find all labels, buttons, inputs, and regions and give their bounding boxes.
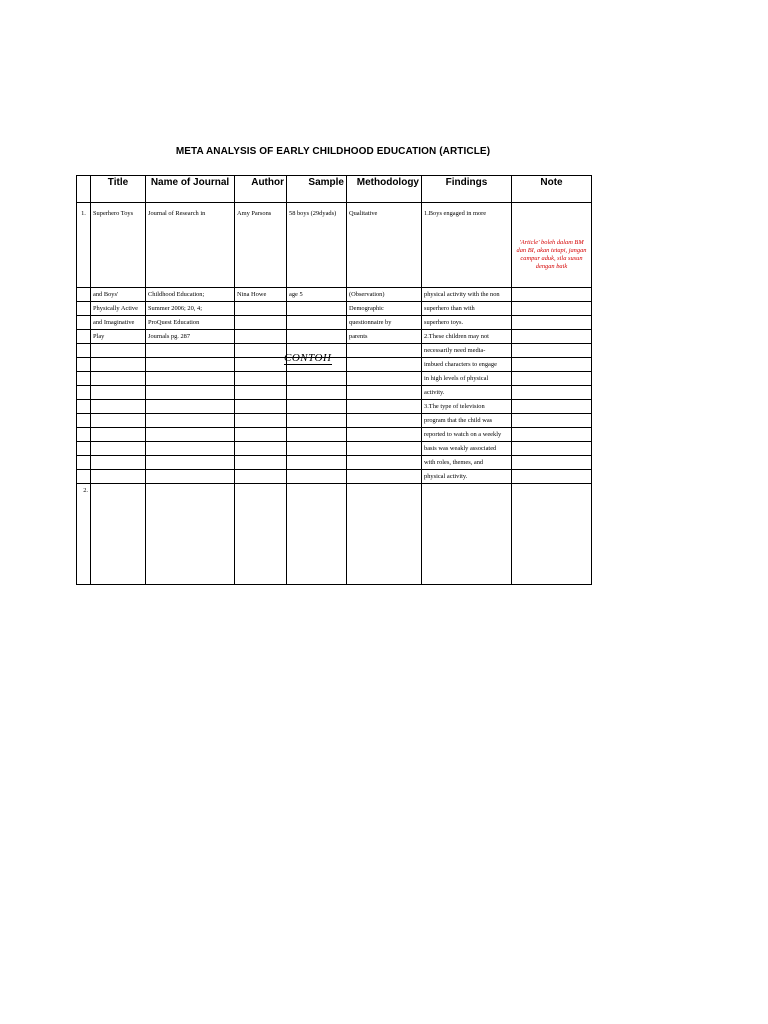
header-methodology: Methodology [347, 176, 422, 203]
cell-findings: activity. [422, 386, 512, 400]
cell-title [91, 456, 146, 470]
cell-sample [287, 470, 347, 484]
cell-sample: age 5 [287, 288, 347, 302]
cell-note [512, 386, 592, 400]
cell-methodology [347, 344, 422, 358]
table-row [77, 484, 592, 585]
row-number [77, 316, 91, 330]
cell-findings: imbued characters to engage [422, 358, 512, 372]
table-row [77, 414, 592, 428]
cell-author: Amy Parsons [235, 203, 287, 288]
document-title: META ANALYSIS OF EARLY CHILDHOOD EDUCATION (ARTICLE) [175, 146, 491, 157]
cell-findings: superhero than with [422, 302, 512, 316]
cell-journal [146, 372, 235, 386]
cell-note [512, 330, 592, 344]
cell-note [512, 372, 592, 386]
cell-author: Nina Howe [235, 288, 287, 302]
cell-findings: with roles, themes, and [422, 456, 512, 470]
contoh-underline [284, 364, 332, 365]
cell-journal: Childhood Education; [146, 288, 235, 302]
cell-sample [287, 372, 347, 386]
cell-note [512, 302, 592, 316]
table-row [77, 203, 592, 288]
cell-title: Superhero Toys [91, 203, 146, 288]
cell-author [235, 428, 287, 442]
table-row [77, 316, 592, 330]
cell-methodology [347, 372, 422, 386]
table-row [77, 470, 592, 484]
cell-note [512, 316, 592, 330]
row-number [77, 428, 91, 442]
empty-cell [287, 484, 347, 585]
cell-note [512, 428, 592, 442]
contoh-watermark: CONTOH [284, 352, 332, 364]
empty-cell [235, 484, 287, 585]
cell-journal [146, 470, 235, 484]
table-row [77, 372, 592, 386]
cell-findings: basis was weakly associated [422, 442, 512, 456]
cell-journal [146, 358, 235, 372]
cell-sample [287, 330, 347, 344]
header-row [77, 176, 592, 203]
cell-note [512, 456, 592, 470]
row-number [77, 344, 91, 358]
cell-methodology: (Observation) [347, 288, 422, 302]
cell-author [235, 344, 287, 358]
cell-title: and Boys' [91, 288, 146, 302]
cell-journal: Journals pg. 287 [146, 330, 235, 344]
cell-title [91, 358, 146, 372]
table-row [77, 386, 592, 400]
row-number [77, 302, 91, 316]
cell-findings: physical activity with the non [422, 288, 512, 302]
cell-sample [287, 302, 347, 316]
cell-title [91, 414, 146, 428]
cell-note [512, 400, 592, 414]
empty-cell [422, 484, 512, 585]
header-title: Title [91, 176, 146, 203]
header-no [77, 176, 91, 203]
cell-note [512, 288, 592, 302]
empty-cell [347, 484, 422, 585]
table-row [77, 400, 592, 414]
cell-sample [287, 386, 347, 400]
header-sample: Sample [287, 176, 347, 203]
cell-title [91, 344, 146, 358]
table-row [77, 358, 592, 372]
table-row [77, 288, 592, 302]
cell-methodology: questionnaire by [347, 316, 422, 330]
cell-sample: 58 boys (29dyads) [287, 203, 347, 288]
cell-author [235, 442, 287, 456]
cell-findings: 1.Boys engaged in more [422, 203, 512, 288]
cell-journal [146, 386, 235, 400]
cell-findings: 3.The type of television [422, 400, 512, 414]
cell-author [235, 330, 287, 344]
header-author: Author [235, 176, 287, 203]
cell-title [91, 386, 146, 400]
cell-methodology [347, 470, 422, 484]
cell-title: and Imaginative [91, 316, 146, 330]
table-row [77, 330, 592, 344]
cell-findings: 2.These children may not [422, 330, 512, 344]
cell-title: Play [91, 330, 146, 344]
cell-title [91, 400, 146, 414]
cell-methodology: parents [347, 330, 422, 344]
table-row [77, 442, 592, 456]
cell-author [235, 414, 287, 428]
cell-journal: ProQuest Education [146, 316, 235, 330]
row-number [77, 442, 91, 456]
cell-note [512, 470, 592, 484]
row-number [77, 414, 91, 428]
cell-note [512, 442, 592, 456]
table-row [77, 302, 592, 316]
cell-methodology: Demographic [347, 302, 422, 316]
cell-author [235, 386, 287, 400]
cell-journal [146, 428, 235, 442]
cell-findings: physical activity. [422, 470, 512, 484]
row-number: 1. [77, 203, 91, 288]
cell-methodology [347, 456, 422, 470]
cell-author [235, 400, 287, 414]
cell-methodology [347, 428, 422, 442]
cell-findings: in high levels of physical [422, 372, 512, 386]
row-number [77, 372, 91, 386]
header-journal: Name of Journal [146, 176, 235, 203]
cell-title [91, 470, 146, 484]
cell-findings: superhero toys. [422, 316, 512, 330]
meta-analysis-table [76, 175, 592, 585]
cell-sample [287, 456, 347, 470]
cell-findings: necessarily need media- [422, 344, 512, 358]
cell-methodology [347, 442, 422, 456]
cell-findings: reported to watch on a weekly [422, 428, 512, 442]
cell-title: Physically Active [91, 302, 146, 316]
table-row [77, 344, 592, 358]
cell-methodology: Qualitative [347, 203, 422, 288]
table-row [77, 456, 592, 470]
cell-sample [287, 428, 347, 442]
cell-journal: Summer 2006; 20, 4; [146, 302, 235, 316]
cell-note [512, 203, 592, 288]
row-number [77, 288, 91, 302]
cell-sample [287, 400, 347, 414]
row-number [77, 358, 91, 372]
cell-methodology [347, 386, 422, 400]
row-number [77, 330, 91, 344]
table-row [77, 428, 592, 442]
cell-note [512, 344, 592, 358]
empty-cell [512, 484, 592, 585]
row-number [77, 400, 91, 414]
cell-author [235, 456, 287, 470]
cell-title [91, 442, 146, 456]
cell-note [512, 358, 592, 372]
note-text: 'Article' boleh dalam BM dan BI, akan tetapi, jangan campur aduk, sila susun dengan baik [516, 239, 587, 270]
row-number [77, 470, 91, 484]
header-note: Note [512, 176, 592, 203]
cell-title [91, 428, 146, 442]
cell-findings: program that the child was [422, 414, 512, 428]
cell-journal [146, 344, 235, 358]
cell-title [91, 372, 146, 386]
row-number: 2. [77, 484, 91, 585]
empty-cell [91, 484, 146, 585]
cell-journal [146, 456, 235, 470]
cell-sample [287, 442, 347, 456]
cell-author [235, 316, 287, 330]
empty-cell [146, 484, 235, 585]
cell-author [235, 358, 287, 372]
cell-methodology [347, 414, 422, 428]
header-findings: Findings [422, 176, 512, 203]
cell-author [235, 302, 287, 316]
cell-methodology [347, 400, 422, 414]
cell-author [235, 372, 287, 386]
row-number [77, 456, 91, 470]
cell-author [235, 470, 287, 484]
cell-sample [287, 316, 347, 330]
row-number [77, 386, 91, 400]
cell-journal [146, 442, 235, 456]
cell-journal: Journal of Research in [146, 203, 235, 288]
cell-methodology [347, 358, 422, 372]
cell-sample [287, 414, 347, 428]
cell-journal [146, 400, 235, 414]
cell-journal [146, 414, 235, 428]
cell-note [512, 414, 592, 428]
